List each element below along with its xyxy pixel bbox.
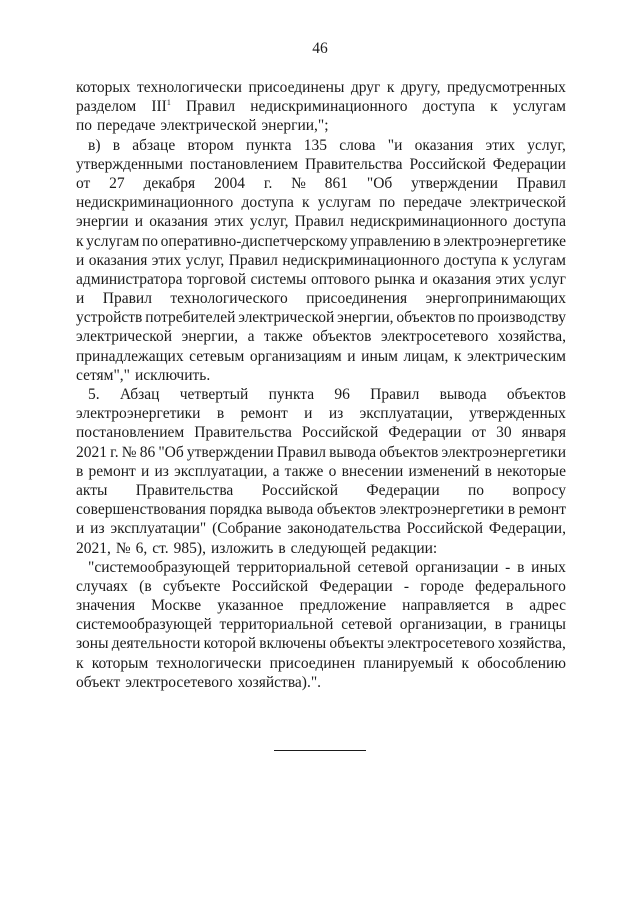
text-line: недискриминационного доступа к услугам по передаче электрической — [76, 194, 566, 212]
text-line: администратора торговой системы оптового рынка и оказания этих услуг — [76, 270, 566, 288]
text-line: совершенствования порядка вывода объектов электроэнергетики в ремонт — [76, 501, 566, 519]
text-line: акты Правительства Российской Федерации по вопросу — [76, 481, 566, 499]
text-line: которых технологически присоединены друг к другу, предусмотренных — [76, 79, 566, 96]
text-line: в) в абзаце втором пункта 135 слова "и оказания этих услуг, — [88, 136, 566, 154]
text-line: к услугам по оперативно-диспетчерскому управлению в электроэнергетике — [76, 232, 566, 250]
paragraph — [76, 385, 566, 558]
text-line: устройств потребителей электрической энергии, объектов по производству — [76, 309, 566, 327]
text-line: значения Москве указанное предложение направляется в адрес — [76, 597, 566, 615]
text-line: сетям"," исключить. — [76, 366, 211, 384]
end-rule — [274, 750, 366, 751]
text-line: принадлежащих сетевым организациям и иным лицам, к электрическим — [76, 347, 566, 365]
text-line: электрической энергии, а также объектов электросетевого хозяйства, — [76, 328, 566, 346]
text-line: 2021, № 6, ст. 985), изложить в следующей редакции: — [76, 539, 438, 557]
text-line: к которым технологически присоединен планируемый к обособлению — [76, 654, 566, 672]
text-line: и из эксплуатации" (Собрание законодательства Российской Федерации, — [76, 520, 566, 538]
text-line: зоны деятельности которой включены объекты электросетевого хозяйства, — [76, 635, 566, 653]
text-line: 5. Абзац четвертый пункта 96 Правил вывода объектов — [88, 386, 566, 403]
text-line: системообразующей территориальной сетевой организации, в границы — [76, 616, 566, 634]
text-line: по передаче электрической энергии,"; — [76, 117, 329, 135]
text-line: случаях (в субъекте Российской Федерации - городе федерального — [76, 577, 566, 595]
text-line: разделом III$^1$ Правил недискриминационного доступа к услугам — [76, 98, 566, 116]
paragraph — [76, 136, 566, 385]
page-number: 46 — [312, 40, 328, 57]
text-line: 2021 г. № 86 "Об утверждении Правил вывода объектов электроэнергетики — [76, 443, 566, 461]
document-body — [76, 78, 566, 692]
text-line: объект электросетевого хозяйства).". — [76, 673, 322, 691]
text-line: от 27 декабря 2004 г. № 861 "Об утверждении Правил — [76, 174, 566, 192]
text-line: "системообразующей территориальной сетевой организации - в иных — [88, 558, 566, 576]
text-line: энергии и оказания этих услуг, Правил недискриминационного доступа — [76, 213, 566, 231]
text-line: и оказания этих услуг, Правил недискриминационного доступа к услугам — [76, 251, 566, 269]
paragraph — [76, 78, 566, 136]
text-line: постановлением Правительства Российской Федерации от 30 января — [76, 424, 566, 442]
text-line: и Правил технологического присоединения энергопринимающих — [76, 290, 566, 308]
text-line: утвержденными постановлением Правительства Российской Федерации — [76, 155, 566, 173]
paragraph — [76, 558, 566, 692]
text-line: электроэнергетики в ремонт и из эксплуатации, утвержденных — [76, 405, 566, 423]
text-line: в ремонт и из эксплуатации, а также о внесении изменений в некоторые — [76, 462, 566, 480]
